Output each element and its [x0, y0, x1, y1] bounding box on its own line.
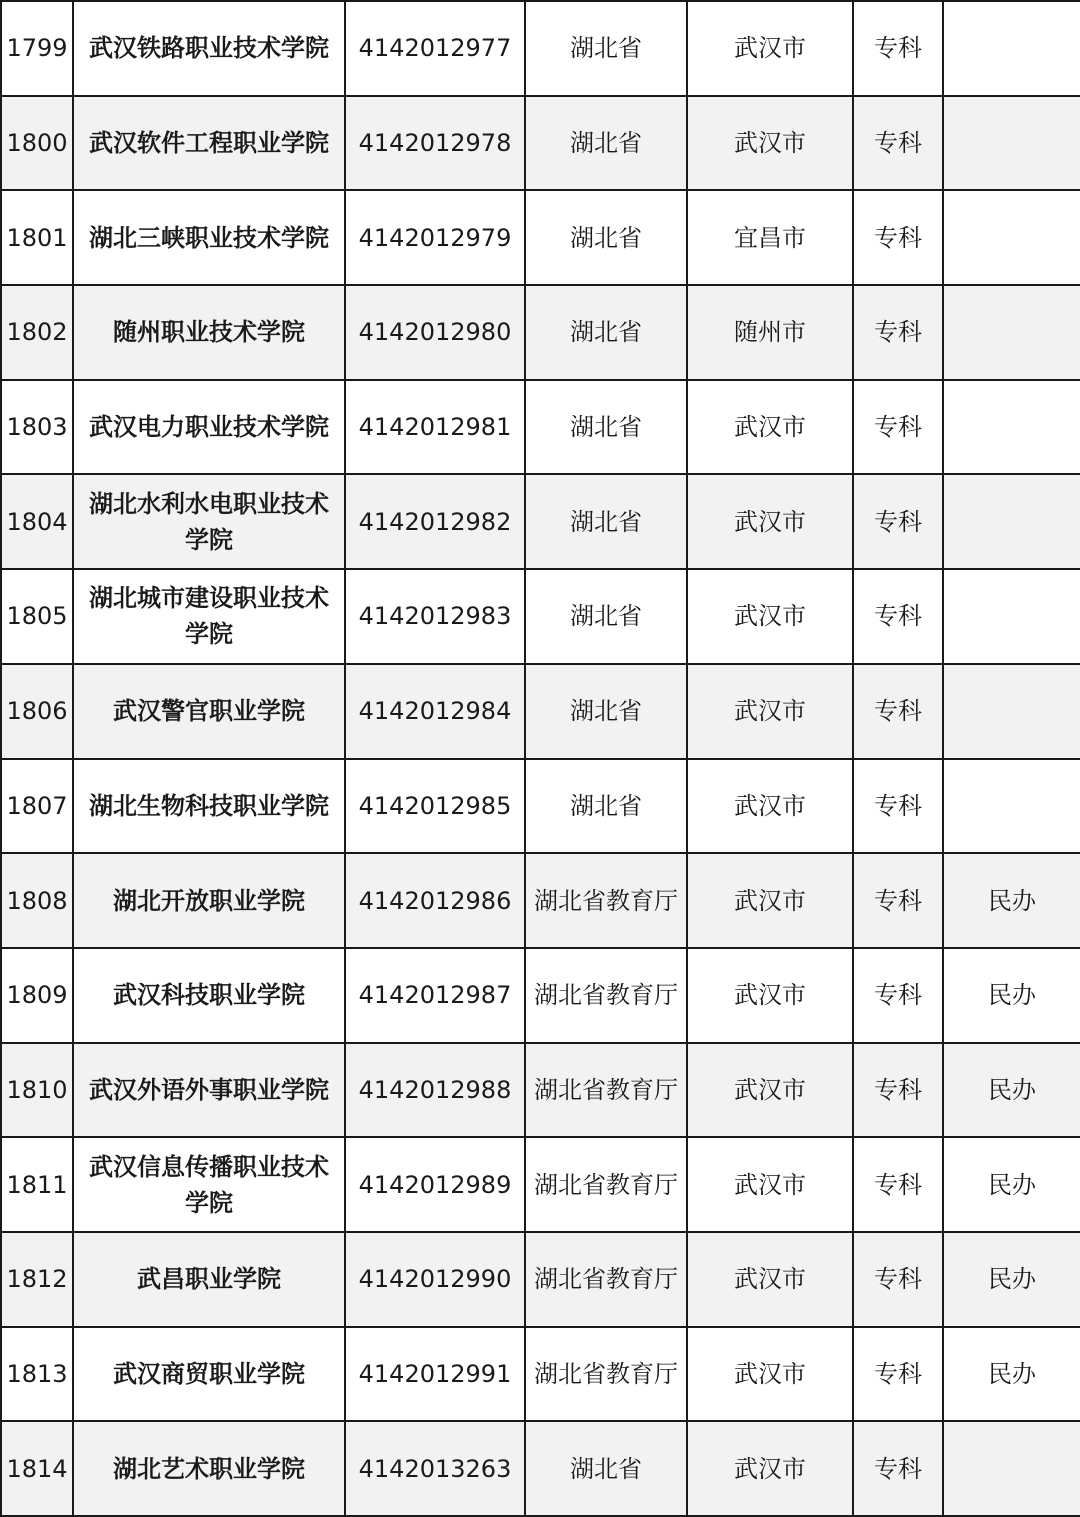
- department-cell: 湖北省: [525, 285, 687, 380]
- table-row: [1, 1327, 1080, 1422]
- school-code-cell: 4142012980: [345, 285, 525, 380]
- serial-number-cell: 1806: [1, 664, 73, 759]
- school-name-cell: 武汉信息传播职业技术学院: [73, 1137, 345, 1232]
- note-cell: [943, 759, 1080, 854]
- city-cell: 宜昌市: [687, 190, 853, 285]
- level-cell: 专科: [853, 380, 943, 475]
- note-cell: [943, 285, 1080, 380]
- level-cell: 专科: [853, 1137, 943, 1232]
- level-cell: 专科: [853, 759, 943, 854]
- serial-number-cell: 1814: [1, 1421, 73, 1516]
- school-code-cell: 4142012981: [345, 380, 525, 475]
- school-name-cell: 湖北艺术职业学院: [73, 1421, 345, 1516]
- note-cell: [943, 664, 1080, 759]
- school-name-cell: 武汉铁路职业技术学院: [73, 1, 345, 96]
- school-name-cell: 武汉电力职业技术学院: [73, 380, 345, 475]
- school-code-cell: 4142012983: [345, 569, 525, 664]
- school-name-cell: 武汉商贸职业学院: [73, 1327, 345, 1422]
- school-code-cell: 4142012989: [345, 1137, 525, 1232]
- note-cell: [943, 569, 1080, 664]
- serial-number-cell: 1800: [1, 96, 73, 191]
- table-row: [1, 1421, 1080, 1516]
- table-row: [1, 1043, 1080, 1138]
- city-cell: 武汉市: [687, 1232, 853, 1327]
- city-cell: 武汉市: [687, 569, 853, 664]
- city-cell: 武汉市: [687, 1137, 853, 1232]
- city-cell: 武汉市: [687, 96, 853, 191]
- serial-number-cell: 1799: [1, 1, 73, 96]
- level-cell: 专科: [853, 96, 943, 191]
- level-cell: 专科: [853, 474, 943, 569]
- department-cell: 湖北省: [525, 96, 687, 191]
- serial-number-cell: 1805: [1, 569, 73, 664]
- serial-number-cell: 1813: [1, 1327, 73, 1422]
- note-cell: 民办: [943, 1327, 1080, 1422]
- note-cell: [943, 380, 1080, 475]
- level-cell: 专科: [853, 664, 943, 759]
- serial-number-cell: 1811: [1, 1137, 73, 1232]
- school-code-cell: 4142012984: [345, 664, 525, 759]
- school-code-cell: 4142012987: [345, 948, 525, 1043]
- table-row: [1, 1232, 1080, 1327]
- serial-number-cell: 1804: [1, 474, 73, 569]
- serial-number-cell: 1812: [1, 1232, 73, 1327]
- city-cell: 随州市: [687, 285, 853, 380]
- note-cell: [943, 190, 1080, 285]
- table-row: [1, 759, 1080, 854]
- school-code-cell: 4142013263: [345, 1421, 525, 1516]
- level-cell: 专科: [853, 853, 943, 948]
- school-code-cell: 4142012991: [345, 1327, 525, 1422]
- note-cell: 民办: [943, 1232, 1080, 1327]
- department-cell: 湖北省: [525, 1421, 687, 1516]
- level-cell: 专科: [853, 1421, 943, 1516]
- city-cell: 武汉市: [687, 853, 853, 948]
- note-cell: [943, 474, 1080, 569]
- department-cell: 湖北省: [525, 759, 687, 854]
- table-row: [1, 948, 1080, 1043]
- school-name-cell: 武汉外语外事职业学院: [73, 1043, 345, 1138]
- school-name-cell: 湖北城市建设职业技术学院: [73, 569, 345, 664]
- note-cell: 民办: [943, 948, 1080, 1043]
- level-cell: 专科: [853, 1, 943, 96]
- table-row: [1, 1137, 1080, 1232]
- school-code-cell: 4142012986: [345, 853, 525, 948]
- department-cell: 湖北省教育厅: [525, 1137, 687, 1232]
- department-cell: 湖北省教育厅: [525, 948, 687, 1043]
- table-row: [1, 96, 1080, 191]
- note-cell: 民办: [943, 853, 1080, 948]
- school-name-cell: 武昌职业学院: [73, 1232, 345, 1327]
- department-cell: 湖北省: [525, 190, 687, 285]
- serial-number-cell: 1803: [1, 380, 73, 475]
- city-cell: 武汉市: [687, 664, 853, 759]
- school-code-cell: 4142012977: [345, 1, 525, 96]
- level-cell: 专科: [853, 569, 943, 664]
- serial-number-cell: 1809: [1, 948, 73, 1043]
- note-cell: [943, 96, 1080, 191]
- school-name-cell: 湖北开放职业学院: [73, 853, 345, 948]
- level-cell: 专科: [853, 1232, 943, 1327]
- department-cell: 湖北省教育厅: [525, 853, 687, 948]
- department-cell: 湖北省: [525, 569, 687, 664]
- level-cell: 专科: [853, 1327, 943, 1422]
- department-cell: 湖北省教育厅: [525, 1232, 687, 1327]
- note-cell: 民办: [943, 1043, 1080, 1138]
- department-cell: 湖北省: [525, 380, 687, 475]
- serial-number-cell: 1807: [1, 759, 73, 854]
- department-cell: 湖北省: [525, 474, 687, 569]
- level-cell: 专科: [853, 1043, 943, 1138]
- table-row: [1, 190, 1080, 285]
- school-name-cell: 武汉科技职业学院: [73, 948, 345, 1043]
- school-code-cell: 4142012985: [345, 759, 525, 854]
- table-row: [1, 1, 1080, 96]
- city-cell: 武汉市: [687, 948, 853, 1043]
- serial-number-cell: 1810: [1, 1043, 73, 1138]
- table-row: [1, 285, 1080, 380]
- school-code-cell: 4142012988: [345, 1043, 525, 1138]
- table-row: [1, 380, 1080, 475]
- serial-number-cell: 1808: [1, 853, 73, 948]
- note-cell: [943, 1421, 1080, 1516]
- serial-number-cell: 1802: [1, 285, 73, 380]
- school-name-cell: 随州职业技术学院: [73, 285, 345, 380]
- school-code-cell: 4142012978: [345, 96, 525, 191]
- serial-number-cell: 1801: [1, 190, 73, 285]
- school-code-cell: 4142012982: [345, 474, 525, 569]
- city-cell: 武汉市: [687, 759, 853, 854]
- city-cell: 武汉市: [687, 380, 853, 475]
- city-cell: 武汉市: [687, 1421, 853, 1516]
- school-code-cell: 4142012990: [345, 1232, 525, 1327]
- city-cell: 武汉市: [687, 474, 853, 569]
- table-body: [1, 1, 1080, 1516]
- table-row: [1, 474, 1080, 569]
- city-cell: 武汉市: [687, 1043, 853, 1138]
- department-cell: 湖北省教育厅: [525, 1043, 687, 1138]
- level-cell: 专科: [853, 285, 943, 380]
- table-row: [1, 664, 1080, 759]
- city-cell: 武汉市: [687, 1327, 853, 1422]
- note-cell: 民办: [943, 1137, 1080, 1232]
- school-name-cell: 武汉软件工程职业学院: [73, 96, 345, 191]
- city-cell: 武汉市: [687, 1, 853, 96]
- level-cell: 专科: [853, 190, 943, 285]
- school-name-cell: 武汉警官职业学院: [73, 664, 345, 759]
- note-cell: [943, 1, 1080, 96]
- level-cell: 专科: [853, 948, 943, 1043]
- department-cell: 湖北省: [525, 1, 687, 96]
- school-name-cell: 湖北三峡职业技术学院: [73, 190, 345, 285]
- school-code-cell: 4142012979: [345, 190, 525, 285]
- department-cell: 湖北省教育厅: [525, 1327, 687, 1422]
- table-row: [1, 853, 1080, 948]
- school-name-cell: 湖北水利水电职业技术学院: [73, 474, 345, 569]
- department-cell: 湖北省: [525, 664, 687, 759]
- table-row: [1, 569, 1080, 664]
- school-name-cell: 湖北生物科技职业学院: [73, 759, 345, 854]
